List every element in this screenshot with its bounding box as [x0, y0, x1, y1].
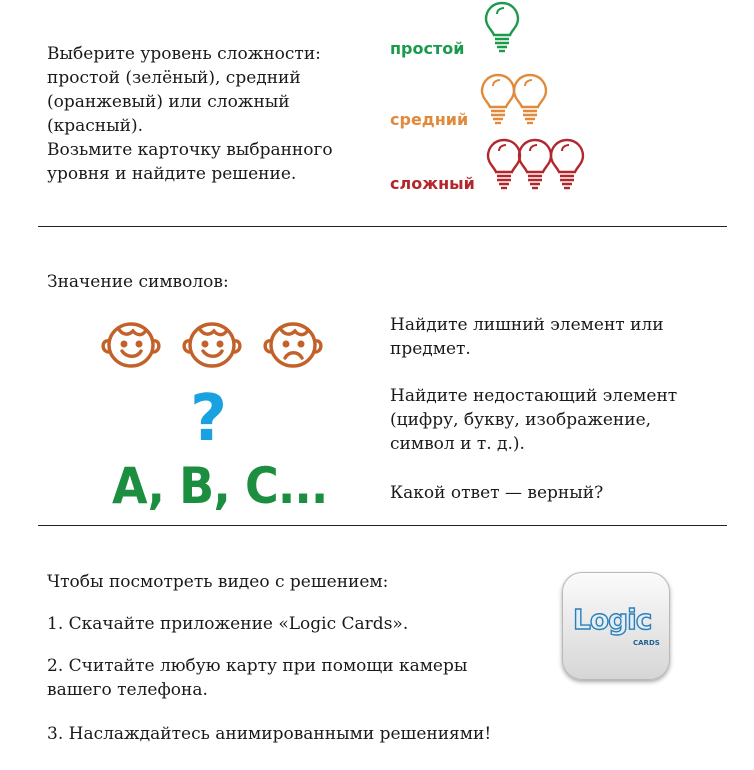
- app-logo-text: Logic: [573, 603, 652, 636]
- desc-line: (цифру, букву, изображение,: [390, 410, 652, 430]
- video-title: Чтобы посмотреть видео с решением:: [47, 572, 389, 592]
- symbol-desc-answer: Какой ответ — верный?: [390, 483, 604, 503]
- desc-line: символ и т. д.).: [390, 434, 525, 454]
- level-medium-label: средний: [390, 110, 469, 129]
- level-hard-label: сложный: [390, 174, 475, 193]
- bulb-icon: [486, 3, 518, 51]
- bulb-icon: [519, 140, 551, 188]
- step-1: 1. Скачайте приложение «Logic Cards».: [47, 614, 409, 634]
- level-easy-label: простой: [390, 39, 465, 58]
- intro-line: Возьмите карточку выбранного: [47, 140, 333, 160]
- symbols-title: Значение символов:: [47, 272, 229, 292]
- section-divider: [38, 525, 727, 526]
- happy-face-icon: [103, 324, 159, 366]
- intro-line: простой (зелёный), средний: [47, 68, 301, 88]
- intro-line: Выберите уровень сложности:: [47, 44, 321, 64]
- intro-line: уровня и найдите решение.: [47, 164, 297, 184]
- question-mark-icon: ?: [190, 382, 228, 456]
- step-line: вашего телефона.: [47, 680, 208, 700]
- bulb-icon: [551, 140, 583, 188]
- desc-line: предмет.: [390, 339, 471, 359]
- intro-line: (оранжевый) или сложный: [47, 92, 290, 112]
- app-logo-sub: CARDS: [633, 639, 660, 647]
- difficulty-bulbs: [380, 0, 630, 190]
- step-line: 2. Считайте любую карту при помощи камеры: [47, 656, 468, 676]
- intro-line: (красный).: [47, 116, 144, 136]
- step-3: 3. Наслаждайтесь анимированными решениями!: [47, 724, 492, 744]
- bulb-icon: [488, 140, 520, 188]
- desc-line: Найдите недостающий элемент: [390, 386, 678, 406]
- faces-row: [95, 318, 335, 376]
- logic-cards-app-icon[interactable]: [562, 572, 670, 680]
- bulb-icon: [514, 75, 546, 123]
- bulb-icon: [482, 75, 514, 123]
- section-divider: [38, 226, 727, 227]
- symbol-desc-odd: [390, 313, 664, 361]
- sad-face-icon: [265, 324, 321, 366]
- happy-face-icon: [184, 324, 240, 366]
- abc-symbol: A, B, C...: [112, 457, 328, 515]
- desc-line: Найдите лишний элемент или: [390, 315, 664, 335]
- symbol-desc-missing: [390, 384, 677, 456]
- intro-text: [47, 42, 333, 186]
- step-2: [47, 654, 467, 702]
